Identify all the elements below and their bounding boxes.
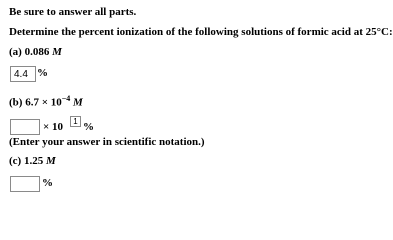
part-b-percent: % bbox=[83, 121, 94, 133]
part-b-exponent-input[interactable] bbox=[70, 116, 81, 127]
question-text: Determine the percent ionization of the following solutions of formic acid at 25°C: bbox=[9, 26, 393, 38]
part-b-times-ten: × 10 bbox=[43, 121, 64, 133]
part-c-answer-input[interactable] bbox=[10, 176, 40, 192]
scientific-notation-note: (Enter your answer in scientific notation.) bbox=[9, 136, 205, 148]
part-b-coefficient-input[interactable] bbox=[10, 119, 40, 135]
part-c-label-text: (c) 1.25 bbox=[9, 155, 44, 167]
part-b-exponent-label: −4 bbox=[61, 94, 71, 103]
part-a-answer-input[interactable] bbox=[10, 66, 36, 82]
part-a-label-text: (a) 0.086 bbox=[9, 46, 50, 58]
part-b-label bbox=[9, 94, 83, 109]
part-a-percent: % bbox=[37, 67, 48, 79]
part-c-label bbox=[9, 155, 56, 167]
part-a-unit: M bbox=[52, 46, 62, 58]
part-c-unit: M bbox=[45, 155, 56, 167]
part-a-label bbox=[9, 46, 62, 58]
instructions-header: Be sure to answer all parts. bbox=[9, 6, 137, 18]
part-b-unit: M bbox=[73, 96, 83, 109]
part-b-label-text: (b) 6.7 × 10 bbox=[9, 96, 62, 109]
part-c-percent: % bbox=[42, 177, 53, 189]
